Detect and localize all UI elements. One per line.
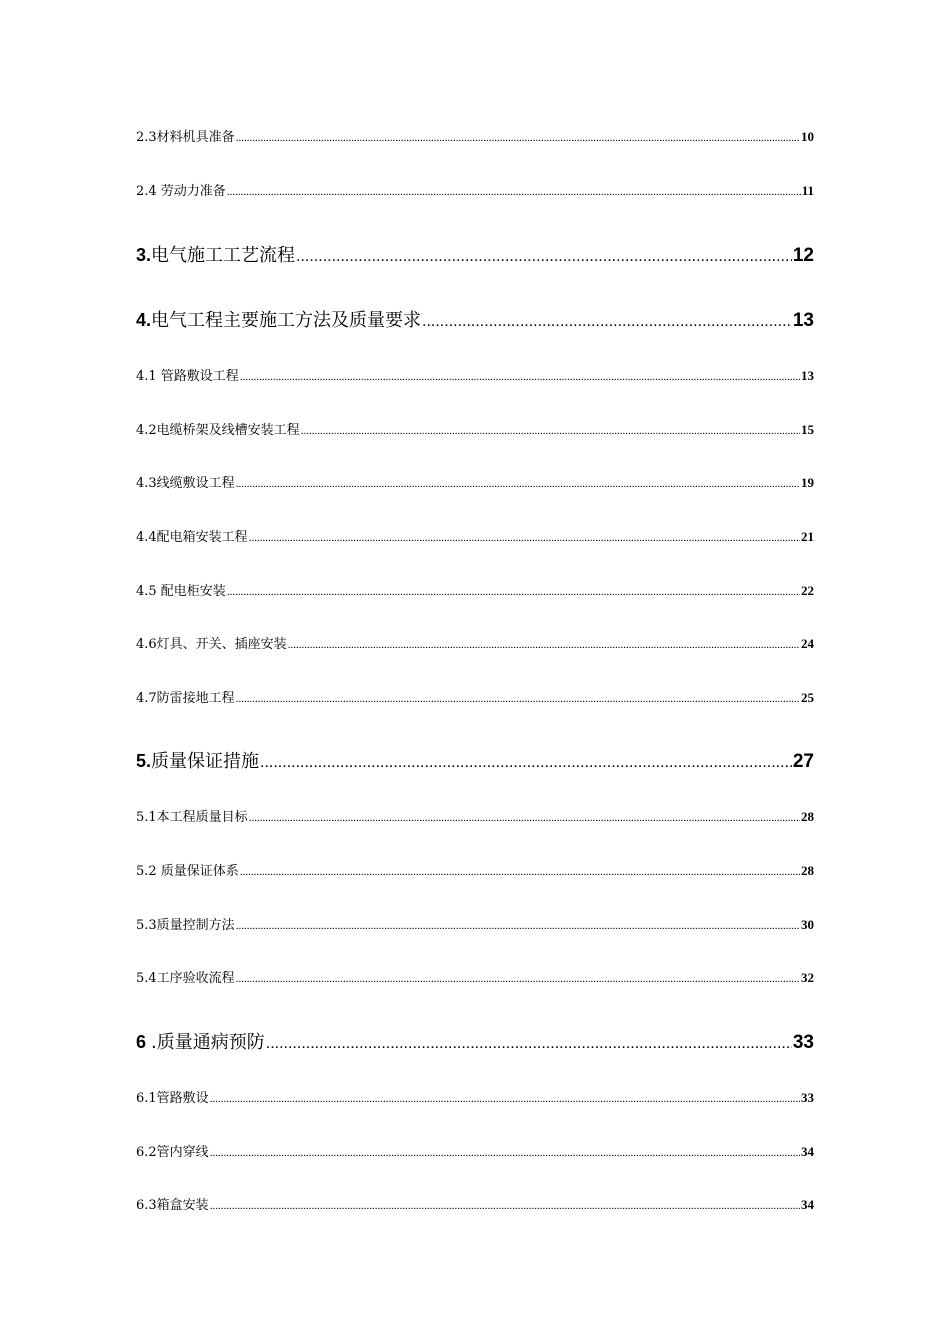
toc-entry[interactable]	[136, 1143, 814, 1161]
toc-entry[interactable]	[136, 367, 814, 385]
toc-entry[interactable]	[136, 862, 814, 880]
toc-entry-page: 22	[801, 583, 814, 598]
toc-entry[interactable]	[136, 1196, 814, 1214]
toc-chapter-entry[interactable]	[136, 243, 814, 267]
toc-entry-page: 13	[792, 310, 814, 331]
toc-chapter-entry[interactable]	[136, 1030, 814, 1054]
toc-entry-label: 5.4工序验收流程	[136, 971, 235, 986]
toc-entry-label: 6.3箱盒安装	[136, 1198, 209, 1213]
toc-entry[interactable]	[136, 528, 814, 546]
toc-chapter-label: 质量保证措施	[151, 751, 260, 772]
toc-entry-page: 12	[792, 245, 814, 266]
toc-entry-page: 30	[801, 917, 814, 932]
dot-leader	[236, 690, 800, 708]
toc-entry-page: 33	[801, 1090, 814, 1105]
toc-chapter-number: 4.	[136, 310, 152, 330]
toc-entry-label: 5.2 质量保证体系	[136, 864, 239, 879]
toc-entry[interactable]	[136, 182, 814, 200]
toc-entry[interactable]	[136, 421, 814, 439]
toc-entry-label: 4.1 管路敷设工程	[136, 369, 239, 384]
dot-leader	[227, 583, 800, 601]
dot-leader	[249, 809, 800, 827]
toc-entry-label: 6.2管内穿线	[136, 1145, 209, 1160]
toc-entry-page: 13	[801, 368, 814, 383]
toc-entry-page: 19	[801, 475, 814, 490]
toc-entry[interactable]	[136, 808, 814, 826]
dot-leader	[210, 1090, 800, 1108]
toc-entry-page: 11	[801, 183, 814, 198]
toc-entry-label: 2.3材料机具准备	[136, 130, 235, 145]
dot-leader	[249, 529, 800, 547]
toc-entry[interactable]	[136, 474, 814, 492]
dot-leader	[236, 475, 800, 493]
dot-leader	[210, 1144, 800, 1162]
toc-entry-page: 33	[792, 1032, 814, 1053]
toc-chapter-number: 5.	[136, 751, 152, 771]
toc-entry-page: 21	[801, 529, 814, 544]
dot-leader	[236, 917, 800, 935]
dot-leader	[210, 1197, 800, 1215]
toc-entry[interactable]	[136, 969, 814, 987]
toc-entry-page: 24	[801, 636, 814, 651]
toc-chapter-entry[interactable]	[136, 308, 814, 332]
toc-entry[interactable]	[136, 128, 814, 146]
toc-entry-label: 4.2电缆桥架及线槽安装工程	[136, 423, 300, 438]
dot-leader	[236, 970, 800, 988]
dot-leader	[260, 751, 792, 775]
toc-entry-label: 5.1本工程质量目标	[136, 810, 248, 825]
toc-entry-page: 10	[801, 129, 814, 144]
toc-chapter-label: 电气施工工艺流程	[151, 245, 296, 266]
toc-chapter-number: 3.	[136, 245, 152, 265]
toc-entry-label: 5.3质量控制方法	[136, 918, 235, 933]
toc-chapter-number: 6	[136, 1032, 152, 1052]
toc-entry-page: 25	[801, 690, 814, 705]
dot-leader	[266, 1032, 792, 1056]
toc-chapter-label: .质量通病预防	[151, 1032, 265, 1053]
dot-leader	[227, 183, 801, 201]
toc-entry[interactable]	[136, 1089, 814, 1107]
toc-chapter-entry[interactable]	[136, 749, 814, 773]
toc-entry[interactable]	[136, 635, 814, 653]
dot-leader	[422, 310, 792, 334]
dot-leader	[288, 636, 800, 654]
table-of-contents	[136, 0, 814, 1344]
toc-entry-page: 34	[801, 1144, 814, 1159]
toc-entry[interactable]	[136, 916, 814, 934]
toc-entry-page: 32	[801, 970, 814, 985]
toc-entry-label: 2.4 劳动力准备	[136, 184, 226, 199]
dot-leader	[236, 129, 800, 147]
toc-entry-label: 4.6灯具、开关、插座安装	[136, 637, 287, 652]
toc-entry-page: 15	[801, 422, 814, 437]
toc-chapter-label: 电气工程主要施工方法及质量要求	[151, 310, 422, 331]
dot-leader	[240, 863, 800, 881]
toc-entry-label: 4.7防雷接地工程	[136, 691, 235, 706]
toc-entry-label: 6.1管路敷设	[136, 1091, 209, 1106]
toc-entry-label: 4.5 配电柜安装	[136, 584, 226, 599]
toc-entry-page: 28	[801, 809, 814, 824]
toc-entry[interactable]	[136, 689, 814, 707]
toc-entry-page: 34	[801, 1197, 814, 1212]
toc-entry-page: 27	[792, 751, 814, 772]
toc-entry-label: 4.3线缆敷设工程	[136, 476, 235, 491]
dot-leader	[240, 368, 800, 386]
toc-entry-label: 4.4配电箱安装工程	[136, 530, 248, 545]
toc-entry-page: 28	[801, 863, 814, 878]
toc-entry[interactable]	[136, 582, 814, 600]
dot-leader	[301, 422, 800, 440]
dot-leader	[296, 245, 792, 269]
